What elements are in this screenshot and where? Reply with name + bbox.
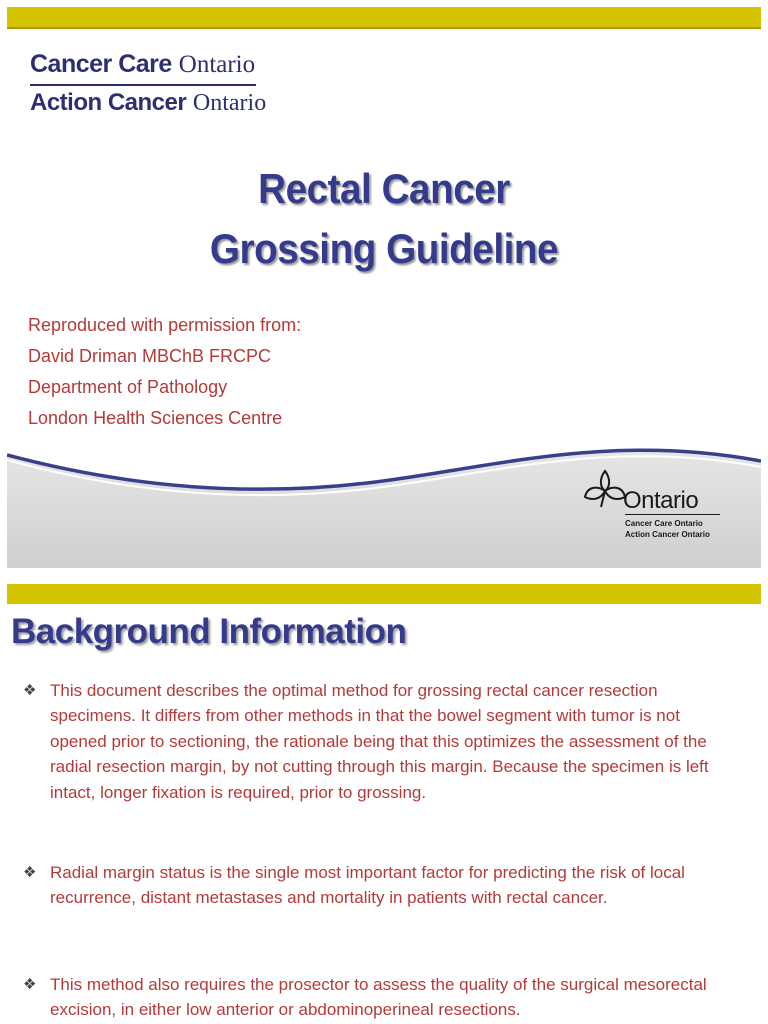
top-bar-rule (7, 27, 761, 29)
cco-logo-rule (30, 84, 256, 86)
credit-line: David Driman MBChB FRCPC (28, 346, 272, 366)
bullet-diamond-icon: ❖ (23, 864, 37, 881)
background-slide (7, 584, 761, 1024)
credit-line: London Health Sciences Centre (28, 408, 283, 428)
bullet-diamond-icon: ❖ (23, 976, 37, 993)
bullet-diamond-icon: ❖ (23, 682, 37, 699)
bullet-text: This document describes the optimal method for grossing rectal cancer resection specimens. It differs from other methods in that the bowel segment with tumor is not opened prior to sectioning, the rationale being that this optimizes the assessment of the radial resection margin, by not cutting through this margin. Because the specimen is left intact, longer fixation is required, prior to grossing. (50, 681, 709, 802)
credit-line: Department of Pathology (28, 377, 228, 397)
ontario-logo-sub1: Cancer Care Ontario (625, 519, 703, 528)
slide-title-line2: Grossing Guideline (209, 225, 559, 272)
bullet-text: This method also requires the prosector to assess the quality of the surgical mesorectal excision, in either low anterior or abdominoperineal resections. (50, 975, 707, 1020)
bullet-item (23, 860, 728, 911)
bullet-text: Radial margin status is the single most important factor for predicting the risk of local recurrence, distant metastases and mortality in patients with rectal cancer. (50, 863, 685, 908)
cco-logo-line1: Cancer Care Ontario (30, 50, 256, 78)
cco-logo-line2: Action Cancer Ontario (30, 89, 267, 116)
slide-title: Background Information (11, 612, 407, 651)
top-bar (7, 7, 761, 27)
bullet-item (23, 972, 728, 1023)
bullet-item (23, 678, 728, 805)
slide-title-line1: Rectal Cancer (258, 165, 510, 212)
ontario-logo-rule (625, 514, 720, 515)
title-slide (7, 7, 761, 568)
credit-line: Reproduced with permission from: (28, 315, 302, 335)
trillium-icon (583, 469, 627, 509)
ontario-logo-sub2: Action Cancer Ontario (625, 530, 710, 539)
top-bar (7, 584, 761, 604)
ontario-wordmark: Ontario (623, 487, 699, 514)
